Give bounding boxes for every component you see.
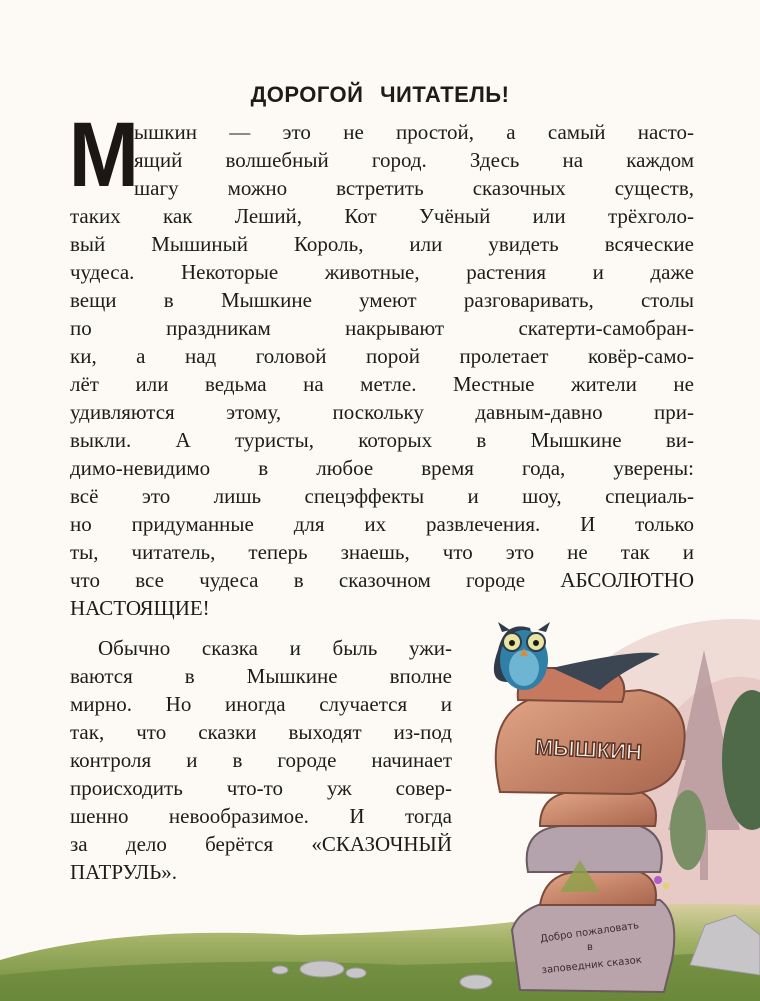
text-line: контроля и в городе начинает xyxy=(70,748,452,772)
sign-bottom-label-1: Добро пожаловать xyxy=(539,920,640,945)
text-line: так, что сказки выходят из-под xyxy=(70,720,452,744)
sign-bottom-label-3: заповедник сказок xyxy=(541,954,643,977)
text-line: мирно. Но иногда случается и xyxy=(70,692,452,716)
page-title: ДОРОГОЙ ЧИТАТЕЛЬ! xyxy=(250,82,510,107)
text-line: но придуманные для их развлечения. И только xyxy=(70,512,694,536)
text-line: димо-невидимо в любое время года, уверены: xyxy=(70,456,694,480)
text-line: ышкин — это не простой, а самый насто- xyxy=(134,120,694,144)
text-line: происходить что-то уж совер- xyxy=(70,776,452,800)
text-line: Обычно сказка и быль ужи- xyxy=(98,636,452,660)
text-line: НАСТОЯЩИЕ! xyxy=(70,596,210,620)
text-line: ки, а над головой порой пролетает ковёр-само- xyxy=(70,344,694,368)
text-line: шенно невообразимое. И тогда xyxy=(70,804,452,828)
sign-bottom-label-2: в xyxy=(587,942,593,953)
text-line: удивляются этому, поскольку давным-давно при- xyxy=(70,400,694,424)
text-line: таких как Леший, Кот Учёный или трёхголо- xyxy=(70,204,694,228)
text-line: всё это лишь спецэффекты и шоу, специаль- xyxy=(70,484,694,508)
text-line: вый Мышиный Король, или увидеть всяческие xyxy=(70,232,694,256)
text-line: ваются в Мышкине вполне xyxy=(70,664,452,688)
text-line: лёт или ведьма на метле. Местные жители не xyxy=(70,372,694,396)
text-line: за дело берётся «СКАЗОЧНЫЙ xyxy=(70,832,452,856)
drop-cap: М xyxy=(68,104,140,206)
text-line: чудеса. Некоторые животные, растения и даже xyxy=(70,260,694,284)
text-line: что все чудеса в сказочном городе АБСОЛЮТНО xyxy=(70,568,694,592)
text-line: ПАТРУЛЬ». xyxy=(70,860,178,884)
text-line: ты, читатель, теперь знаешь, что это не так и xyxy=(70,540,694,564)
text-line: вещи в Мышкине умеют разговаривать, столы xyxy=(70,288,694,312)
sign-top-label: МЫШКИН xyxy=(534,734,643,765)
text-line: шагу можно встретить сказочных существ, xyxy=(134,176,694,200)
text-line: выкли. А туристы, которых в Мышкине ви- xyxy=(70,428,694,452)
text-line: по праздникам накрывают скатерти-самобран- xyxy=(70,316,694,340)
text-line: ящий волшебный город. Здесь на каждом xyxy=(134,148,694,172)
